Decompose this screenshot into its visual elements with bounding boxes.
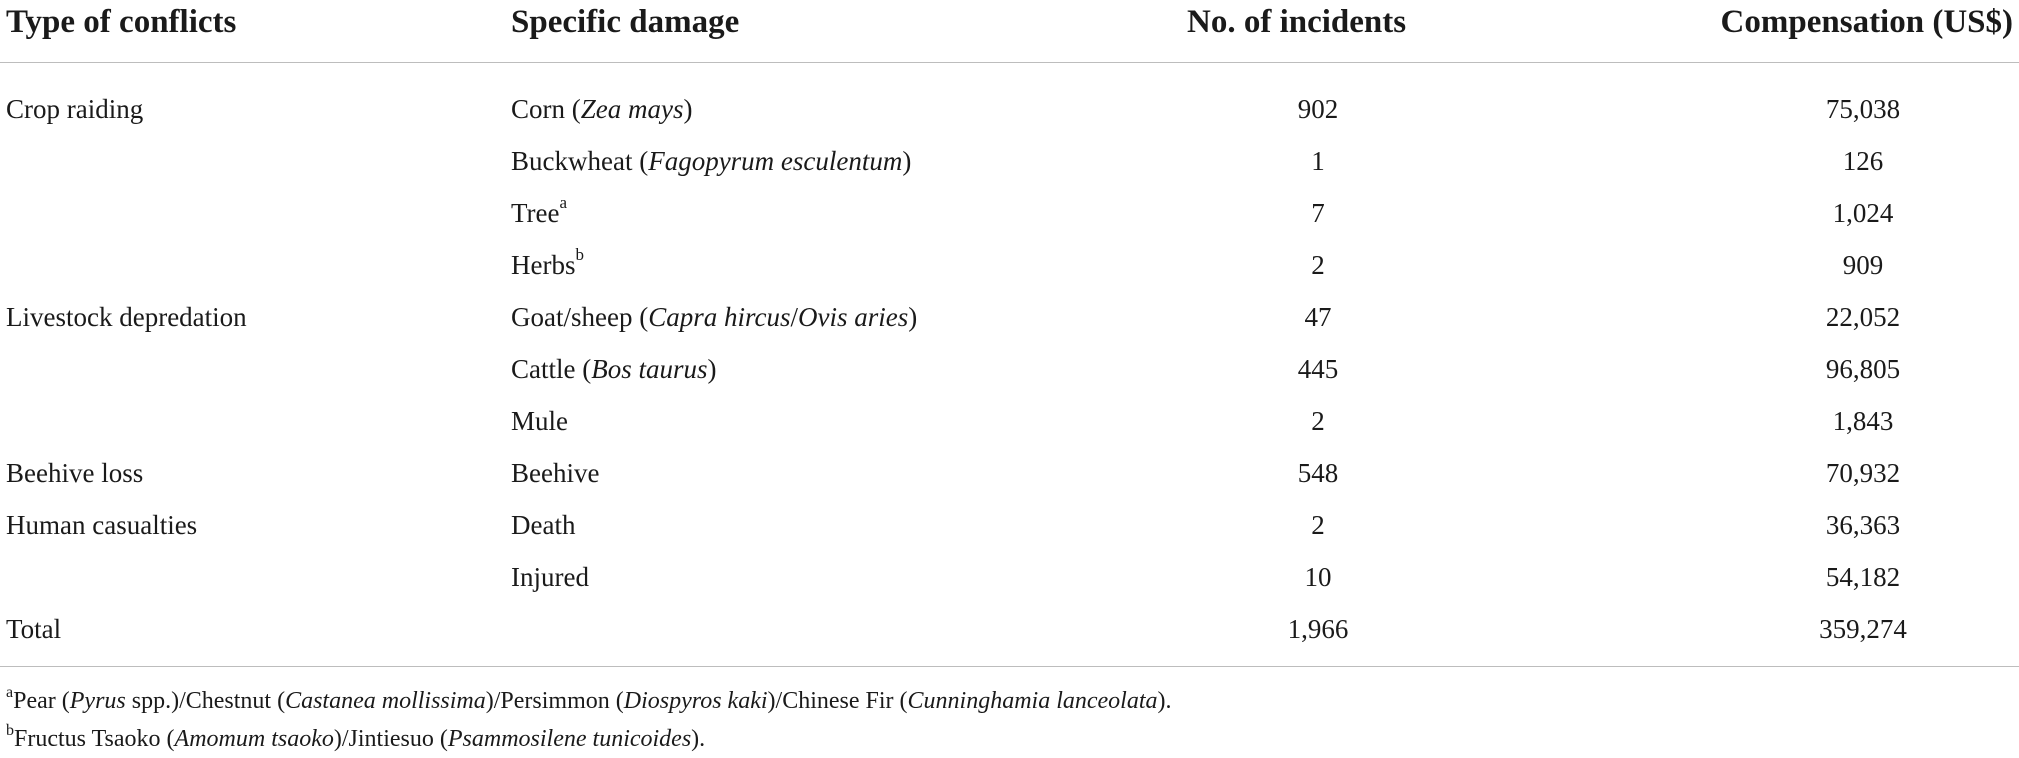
cell-type: Crop raiding: [6, 94, 144, 124]
cell-incidents: 548: [1297, 458, 1339, 488]
footnote-a-marker: a: [6, 684, 14, 701]
cell-damage: Herbs$^b$: [511, 245, 584, 280]
footnote-b-marker: b: [6, 722, 14, 739]
table-row: [0, 551, 2019, 603]
header-no-of-incidents: No. of incidents: [1187, 4, 1407, 40]
cell-damage: Buckwheat (Fagopyrum esculentum): [511, 146, 912, 176]
cell-compensation: 96,805: [1825, 354, 1901, 384]
footnote-marker: a: [559, 193, 568, 212]
cell-incidents: 10: [1304, 562, 1332, 592]
table-body: [0, 63, 2019, 655]
table-row: [0, 499, 2019, 551]
table-row: [0, 291, 2019, 343]
cell-damage: Beehive: [511, 458, 600, 488]
table-row: [0, 135, 2019, 187]
cell-incidents: 47: [1304, 302, 1332, 332]
cell-incidents: 902: [1297, 94, 1339, 124]
table-row: [0, 447, 2019, 499]
table-row: [0, 239, 2019, 291]
cell-damage: Tree$^a$: [511, 193, 568, 228]
cell-type: Beehive loss: [6, 458, 144, 488]
cell-compensation: 359,274: [1819, 614, 1907, 644]
cell-compensation: 126: [1842, 146, 1884, 176]
footnote-b: $^b$Fructus Tsaoko (Amomum tsaoko)/Jintiesuo (Psammosilene tunicoides).: [6, 722, 706, 752]
cell-damage: Mule: [511, 406, 568, 436]
footnote-a: $^a$Pear (Pyrus spp.)/Chestnut (Castanea mollissima)/Persimmon (Diospyros kaki)/Chinese Fir (Cunninghamia lanceolata).: [6, 684, 1172, 714]
cell-type: Total: [6, 614, 62, 644]
cell-incidents: 1: [1311, 146, 1325, 176]
cell-compensation: 1,843: [1832, 406, 1894, 436]
cell-incidents: 7: [1311, 198, 1325, 228]
cell-compensation: 1,024: [1832, 198, 1894, 228]
cell-incidents: 445: [1297, 354, 1339, 384]
table-row: [0, 187, 2019, 239]
cell-damage: Death: [511, 510, 576, 540]
table-row-total: [0, 603, 2019, 655]
cell-incidents: 2: [1311, 510, 1325, 540]
cell-damage: Goat/sheep (Capra hircus/Ovis aries): [511, 302, 918, 332]
cell-compensation: 75,038: [1825, 94, 1901, 124]
header-specific-damage: Specific damage: [511, 4, 740, 40]
cell-compensation: 909: [1842, 250, 1884, 280]
footnotes: [6, 682, 1172, 758]
cell-compensation: 54,182: [1825, 562, 1901, 592]
cell-damage: Cattle (Bos taurus): [511, 354, 717, 384]
footnote-marker: b: [575, 245, 584, 264]
cell-damage: Injured: [511, 562, 589, 592]
table-row: [0, 395, 2019, 447]
cell-type: Human casualties: [6, 510, 198, 540]
cell-incidents: 1,966: [1287, 614, 1349, 644]
cell-incidents: 2: [1311, 250, 1325, 280]
table-row: [0, 83, 2019, 135]
table-header: [0, 0, 2019, 63]
table-bottom-divider: [0, 666, 2019, 667]
cell-compensation: 22,052: [1825, 302, 1901, 332]
table-row: [0, 343, 2019, 395]
cell-damage: Corn (Zea mays): [511, 94, 693, 124]
cell-compensation: 70,932: [1825, 458, 1901, 488]
header-type-of-conflicts: Type of conflicts: [6, 4, 237, 40]
cell-compensation: 36,363: [1825, 510, 1901, 540]
header-compensation: Compensation (US$): [1720, 4, 2013, 40]
cell-incidents: 2: [1311, 406, 1325, 436]
cell-type: Livestock depredation: [6, 302, 247, 332]
